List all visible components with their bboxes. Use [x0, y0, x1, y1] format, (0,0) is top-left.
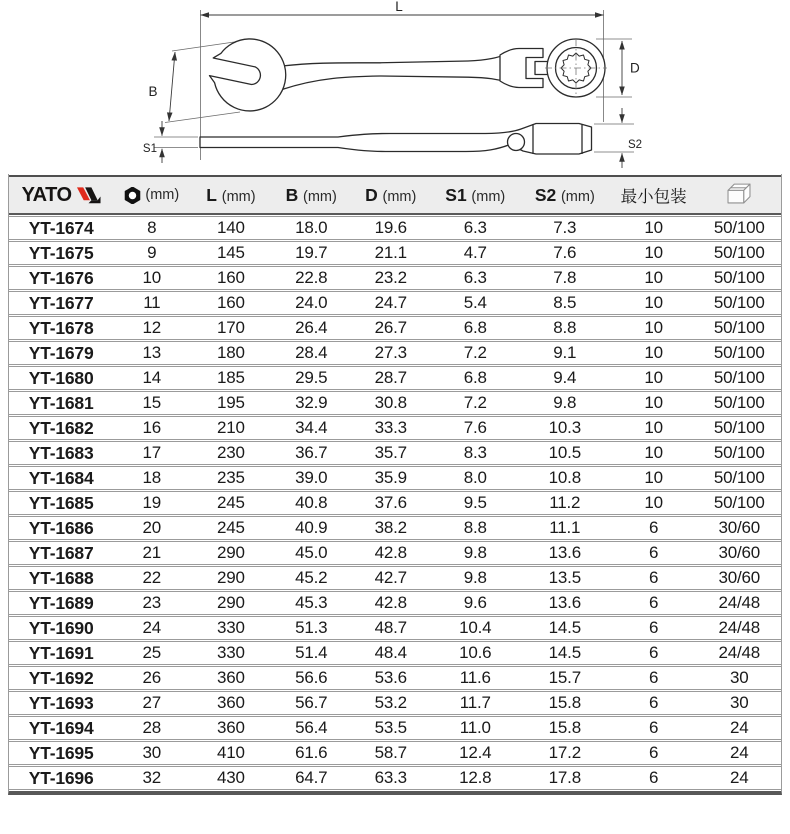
spec-table [8, 174, 782, 795]
cell-d: 19.6 [351, 216, 431, 240]
cell-min-pack: 6 [610, 516, 698, 540]
cell-l: 160 [190, 266, 271, 290]
cell-d: 53.6 [351, 666, 431, 690]
cell-carton-qty: 24 [698, 766, 781, 790]
table-row [9, 291, 781, 315]
cell-b: 19.7 [271, 241, 351, 265]
cell-model: YT-1688 [9, 566, 113, 590]
cell-d: 42.7 [351, 566, 431, 590]
cell-s2: 10.3 [520, 416, 610, 440]
cell-d: 35.9 [351, 466, 431, 490]
cell-d: 23.2 [351, 266, 431, 290]
cell-b: 40.9 [271, 516, 351, 540]
cell-b: 51.4 [271, 641, 351, 665]
cell-b: 45.0 [271, 541, 351, 565]
cell-b: 34.4 [271, 416, 351, 440]
cell-b: 24.0 [271, 291, 351, 315]
cell-min-pack: 10 [610, 341, 698, 365]
table-row [9, 666, 781, 690]
cell-b: 36.7 [271, 441, 351, 465]
cell-min-pack: 6 [610, 741, 698, 765]
header-brand [9, 175, 113, 215]
table-row [9, 266, 781, 290]
cell-model: YT-1682 [9, 416, 113, 440]
cell-d: 42.8 [351, 541, 431, 565]
cell-size: 17 [113, 441, 190, 465]
cell-carton-qty: 50/100 [698, 241, 781, 265]
dim-label-s2: S2 [628, 139, 643, 151]
cell-model: YT-1678 [9, 316, 113, 340]
cell-l: 170 [190, 316, 271, 340]
cell-model: YT-1690 [9, 616, 113, 640]
cell-size: 10 [113, 266, 190, 290]
header-b: B (mm) [271, 175, 351, 215]
cell-carton-qty: 30/60 [698, 516, 781, 540]
cell-carton-qty: 30/60 [698, 541, 781, 565]
cell-s1: 11.6 [430, 666, 520, 690]
cell-d: 53.2 [351, 691, 431, 715]
cell-l: 245 [190, 491, 271, 515]
cell-l: 180 [190, 341, 271, 365]
cell-s1: 9.8 [430, 541, 520, 565]
cell-size: 30 [113, 741, 190, 765]
cell-l: 290 [190, 566, 271, 590]
cell-s1: 6.8 [430, 316, 520, 340]
cell-s2: 13.6 [520, 541, 610, 565]
cell-b: 40.8 [271, 491, 351, 515]
cell-size: 11 [113, 291, 190, 315]
cell-size: 32 [113, 766, 190, 790]
cell-b: 56.7 [271, 691, 351, 715]
cell-s1: 7.2 [430, 341, 520, 365]
cell-min-pack: 10 [610, 366, 698, 390]
table-row [9, 541, 781, 565]
cell-carton-qty: 50/100 [698, 466, 781, 490]
cell-carton-qty: 24 [698, 716, 781, 740]
cell-b: 61.6 [271, 741, 351, 765]
table-row [9, 466, 781, 490]
cell-d: 26.7 [351, 316, 431, 340]
cell-l: 360 [190, 666, 271, 690]
cell-s2: 9.1 [520, 341, 610, 365]
cell-size: 19 [113, 491, 190, 515]
header-size [113, 175, 190, 215]
cell-b: 18.0 [271, 216, 351, 240]
header-s2: S2 (mm) [520, 175, 610, 215]
cell-d: 42.8 [351, 591, 431, 615]
cell-model: YT-1679 [9, 341, 113, 365]
dim-label-b: B [148, 84, 158, 99]
cell-model: YT-1675 [9, 241, 113, 265]
cell-l: 210 [190, 416, 271, 440]
cell-model: YT-1689 [9, 591, 113, 615]
cell-min-pack: 10 [610, 466, 698, 490]
cell-b: 56.6 [271, 666, 351, 690]
cell-s2: 15.7 [520, 666, 610, 690]
cell-model: YT-1696 [9, 766, 113, 790]
wrench-diagram-svg [0, 0, 790, 174]
cell-model: YT-1674 [9, 216, 113, 240]
header-d: D (mm) [351, 175, 431, 215]
cell-s2: 15.8 [520, 716, 610, 740]
cell-size: 24 [113, 616, 190, 640]
cell-l: 290 [190, 541, 271, 565]
cell-d: 48.7 [351, 616, 431, 640]
cell-b: 28.4 [271, 341, 351, 365]
cell-s1: 8.8 [430, 516, 520, 540]
cell-carton-qty: 50/100 [698, 316, 781, 340]
cell-min-pack: 6 [610, 566, 698, 590]
cell-s1: 11.7 [430, 691, 520, 715]
cell-d: 28.7 [351, 366, 431, 390]
wrench-side-view [200, 124, 592, 155]
cell-size: 12 [113, 316, 190, 340]
cell-d: 21.1 [351, 241, 431, 265]
cell-l: 330 [190, 616, 271, 640]
cell-size: 23 [113, 591, 190, 615]
table-row [9, 316, 781, 340]
table-row [9, 516, 781, 540]
yato-emblem-icon [76, 186, 101, 205]
cell-size: 16 [113, 416, 190, 440]
header-size-unit: (mm) [145, 187, 180, 203]
table-row [9, 366, 781, 390]
cell-carton-qty: 24/48 [698, 591, 781, 615]
cell-s2: 8.5 [520, 291, 610, 315]
cell-d: 24.7 [351, 291, 431, 315]
cell-s2: 7.6 [520, 241, 610, 265]
cell-min-pack: 6 [610, 591, 698, 615]
cell-s2: 13.6 [520, 591, 610, 615]
cell-l: 185 [190, 366, 271, 390]
cell-min-pack: 10 [610, 241, 698, 265]
cell-l: 245 [190, 516, 271, 540]
cell-s2: 9.4 [520, 366, 610, 390]
cell-s1: 6.3 [430, 266, 520, 290]
cell-d: 63.3 [351, 766, 431, 790]
cell-l: 230 [190, 441, 271, 465]
cell-model: YT-1680 [9, 366, 113, 390]
table-row [9, 241, 781, 265]
cell-size: 21 [113, 541, 190, 565]
cell-d: 37.6 [351, 491, 431, 515]
cell-carton-qty: 50/100 [698, 216, 781, 240]
table-row [9, 416, 781, 440]
cell-s2: 10.5 [520, 441, 610, 465]
cell-carton-qty: 50/100 [698, 416, 781, 440]
cell-s1: 9.5 [430, 491, 520, 515]
cell-l: 330 [190, 641, 271, 665]
cell-size: 22 [113, 566, 190, 590]
cell-model: YT-1683 [9, 441, 113, 465]
cell-s2: 7.8 [520, 266, 610, 290]
table-row [9, 591, 781, 615]
cell-min-pack: 6 [610, 666, 698, 690]
cell-b: 45.2 [271, 566, 351, 590]
wrench-dimension-diagram [0, 0, 790, 174]
cell-s1: 8.0 [430, 466, 520, 490]
cell-b: 51.3 [271, 616, 351, 640]
cell-s2: 15.8 [520, 691, 610, 715]
cell-min-pack: 6 [610, 616, 698, 640]
cell-carton-qty: 50/100 [698, 391, 781, 415]
cell-l: 290 [190, 591, 271, 615]
cell-b: 64.7 [271, 766, 351, 790]
cell-l: 410 [190, 741, 271, 765]
cell-size: 18 [113, 466, 190, 490]
cell-b: 29.5 [271, 366, 351, 390]
cell-model: YT-1676 [9, 266, 113, 290]
cell-min-pack: 10 [610, 491, 698, 515]
cell-size: 20 [113, 516, 190, 540]
cell-s1: 12.8 [430, 766, 520, 790]
cell-d: 53.5 [351, 716, 431, 740]
cell-s1: 7.6 [430, 416, 520, 440]
cell-l: 195 [190, 391, 271, 415]
cell-carton-qty: 50/100 [698, 291, 781, 315]
cell-s2: 13.5 [520, 566, 610, 590]
cell-s1: 10.6 [430, 641, 520, 665]
cell-min-pack: 10 [610, 316, 698, 340]
cell-min-pack: 6 [610, 541, 698, 565]
wrench-handle [282, 54, 508, 90]
cell-carton-qty: 24 [698, 741, 781, 765]
cell-s1: 4.7 [430, 241, 520, 265]
cell-carton-qty: 24/48 [698, 641, 781, 665]
table-row [9, 341, 781, 365]
cell-size: 8 [113, 216, 190, 240]
cell-model: YT-1694 [9, 716, 113, 740]
cell-min-pack: 10 [610, 391, 698, 415]
cell-s2: 14.5 [520, 641, 610, 665]
table-row [9, 216, 781, 240]
header-min-pack: 最小包装 [610, 175, 698, 215]
cell-s1: 6.3 [430, 216, 520, 240]
carton-icon [725, 181, 753, 204]
cell-d: 30.8 [351, 391, 431, 415]
cell-s1: 9.8 [430, 566, 520, 590]
cell-min-pack: 10 [610, 216, 698, 240]
cell-size: 25 [113, 641, 190, 665]
cell-d: 33.3 [351, 416, 431, 440]
table-row [9, 741, 781, 765]
cell-model: YT-1693 [9, 691, 113, 715]
wrench-top-view [204, 32, 605, 118]
header-carton [698, 175, 781, 215]
yato-logo [9, 184, 113, 207]
cell-b: 56.4 [271, 716, 351, 740]
header-s1: S1 (mm) [430, 175, 520, 215]
table-row [9, 691, 781, 715]
cell-size: 27 [113, 691, 190, 715]
cell-b: 26.4 [271, 316, 351, 340]
cell-size: 14 [113, 366, 190, 390]
cell-s2: 17.2 [520, 741, 610, 765]
cell-s1: 7.2 [430, 391, 520, 415]
cell-model: YT-1684 [9, 466, 113, 490]
cell-b: 45.3 [271, 591, 351, 615]
cell-d: 35.7 [351, 441, 431, 465]
cell-carton-qty: 30 [698, 666, 781, 690]
hex-nut-icon [124, 187, 141, 204]
table-row [9, 391, 781, 415]
cell-l: 430 [190, 766, 271, 790]
cell-min-pack: 10 [610, 416, 698, 440]
cell-s2: 14.5 [520, 616, 610, 640]
cell-size: 15 [113, 391, 190, 415]
cell-carton-qty: 24/48 [698, 616, 781, 640]
cell-s1: 10.4 [430, 616, 520, 640]
cell-l: 145 [190, 241, 271, 265]
cell-s2: 8.8 [520, 316, 610, 340]
cell-min-pack: 10 [610, 266, 698, 290]
cell-d: 58.7 [351, 741, 431, 765]
cell-model: YT-1677 [9, 291, 113, 315]
cell-min-pack: 10 [610, 441, 698, 465]
cell-carton-qty: 50/100 [698, 366, 781, 390]
cell-size: 26 [113, 666, 190, 690]
cell-size: 28 [113, 716, 190, 740]
cell-b: 22.8 [271, 266, 351, 290]
cell-s1: 6.8 [430, 366, 520, 390]
cell-carton-qty: 50/100 [698, 441, 781, 465]
spec-table-header [9, 175, 781, 215]
dim-label-d: D [630, 60, 640, 76]
cell-model: YT-1691 [9, 641, 113, 665]
cell-min-pack: 6 [610, 691, 698, 715]
cell-s1: 8.3 [430, 441, 520, 465]
table-row [9, 716, 781, 740]
cell-model: YT-1685 [9, 491, 113, 515]
cell-carton-qty: 30 [698, 691, 781, 715]
cell-d: 48.4 [351, 641, 431, 665]
cell-s2: 11.1 [520, 516, 610, 540]
cell-s1: 12.4 [430, 741, 520, 765]
cell-carton-qty: 50/100 [698, 341, 781, 365]
cell-s2: 7.3 [520, 216, 610, 240]
cell-min-pack: 10 [610, 291, 698, 315]
cell-min-pack: 6 [610, 641, 698, 665]
cell-s2: 17.8 [520, 766, 610, 790]
cell-s1: 9.6 [430, 591, 520, 615]
cell-s2: 11.2 [520, 491, 610, 515]
dim-label-l: L [395, 0, 403, 14]
pivot-pin [508, 134, 525, 151]
table-row [9, 566, 781, 590]
cell-model: YT-1681 [9, 391, 113, 415]
cell-model: YT-1687 [9, 541, 113, 565]
yato-logo-text: YATO [21, 183, 72, 206]
cell-l: 235 [190, 466, 271, 490]
cell-s1: 5.4 [430, 291, 520, 315]
cell-d: 27.3 [351, 341, 431, 365]
cell-size: 13 [113, 341, 190, 365]
spec-table-body [9, 216, 781, 790]
cell-min-pack: 6 [610, 716, 698, 740]
cell-model: YT-1686 [9, 516, 113, 540]
table-row [9, 441, 781, 465]
cell-l: 360 [190, 716, 271, 740]
header-l: L (mm) [190, 175, 271, 215]
cell-carton-qty: 50/100 [698, 491, 781, 515]
cell-model: YT-1695 [9, 741, 113, 765]
cell-s2: 9.8 [520, 391, 610, 415]
table-row [9, 641, 781, 665]
cell-l: 160 [190, 291, 271, 315]
cell-s2: 10.8 [520, 466, 610, 490]
cell-carton-qty: 50/100 [698, 266, 781, 290]
table-row [9, 616, 781, 640]
dim-label-s1: S1 [142, 143, 157, 155]
cell-min-pack: 6 [610, 766, 698, 790]
cell-s1: 11.0 [430, 716, 520, 740]
cell-size: 9 [113, 241, 190, 265]
cell-b: 32.9 [271, 391, 351, 415]
table-row [9, 491, 781, 515]
cell-d: 38.2 [351, 516, 431, 540]
cell-l: 140 [190, 216, 271, 240]
cell-carton-qty: 30/60 [698, 566, 781, 590]
table-row [9, 766, 781, 790]
cell-model: YT-1692 [9, 666, 113, 690]
cell-b: 39.0 [271, 466, 351, 490]
cell-l: 360 [190, 691, 271, 715]
